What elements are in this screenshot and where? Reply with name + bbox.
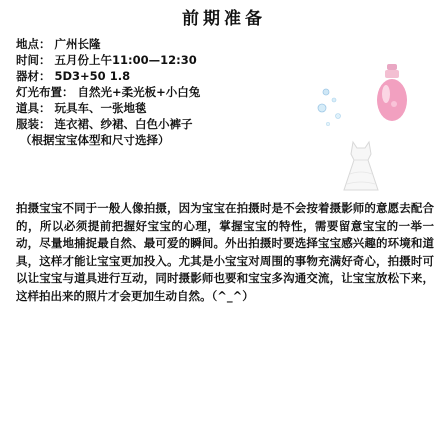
bubble-bottle-illustration xyxy=(372,62,412,124)
lighting-label: 灯光布置： xyxy=(16,85,74,99)
camera-label: 器材： xyxy=(16,69,51,83)
camera-value: 5D3+50 1.8 xyxy=(54,69,131,83)
time-label: 时间： xyxy=(16,53,51,67)
info-location xyxy=(16,36,246,52)
props-value: 玩具车、一张地毯 xyxy=(54,101,147,115)
info-camera xyxy=(16,68,246,84)
wardrobe-label: 服装： xyxy=(16,117,51,131)
page-title: 前期准备 xyxy=(182,9,266,29)
location-value: 广州长隆 xyxy=(54,37,101,51)
info-wardrobe xyxy=(16,116,246,132)
location-label: 地点： xyxy=(16,37,51,51)
info-block xyxy=(16,36,246,148)
time-value: 五月份上午11:00—12:30 xyxy=(54,53,197,67)
soap-bubbles-illustration xyxy=(312,80,352,140)
info-lighting xyxy=(16,84,246,100)
info-wardrobe-note: （根据宝宝体型和尺寸选择） xyxy=(20,133,170,147)
body-paragraph: 拍摄宝宝不同于一般人像拍摄，因为宝宝在拍摄时是不会按着摄影师的意愿去配合的，所以必须提前把握好宝宝的心理，掌握宝宝的特性，需要留意宝宝的一举一动，尽量地捕捉最自然、最可爱的瞬间。外出拍摄时要选择宝宝感兴趣的环境和道具，这样才能让宝宝更加投入。尤其是小宝宝对周围的事物充满好奇心，拍摄时可以让宝宝与道具进行互动，同时摄影师也要和宝宝多沟通交流，让宝宝放松下来，这样拍出来的照片才会更加生动自然。（^_^） xyxy=(16,201,434,303)
white-dress-illustration xyxy=(338,138,384,194)
props-label: 道具： xyxy=(16,101,51,115)
info-props xyxy=(16,100,246,116)
wardrobe-value: 连衣裙、纱裙、白色小裤子 xyxy=(54,117,193,131)
info-time xyxy=(16,52,246,68)
lighting-value: 自然光+柔光板+小白兔 xyxy=(77,85,201,99)
